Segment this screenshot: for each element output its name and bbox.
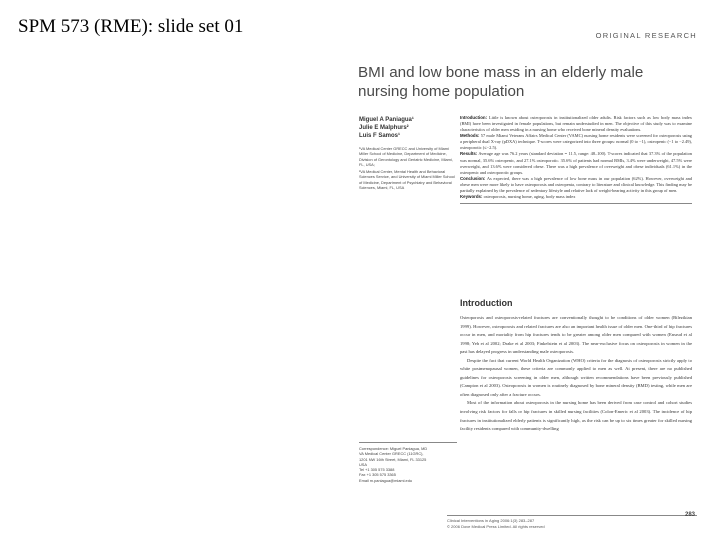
correspondence-line: VA Medical Center GRECC (11GRC), bbox=[359, 451, 424, 457]
abstract-results bbox=[460, 151, 692, 175]
abstract-text: 57 male Miami Veterans Affairs Medical Center (VAMC) nursing home residents were screened for osteoporosis using a peripheral dual X-ray (pDXA) technique. T-scores were categorized into three groups: normal (0 to −1), osteopenic (−1 to −2.49), osteoporotic (≤−2.5). bbox=[460, 133, 692, 151]
page-footer bbox=[447, 515, 697, 530]
author-list bbox=[359, 116, 457, 140]
slide-title: SPM 573 (RME): slide set 01 bbox=[18, 16, 244, 37]
abstract-text: osteoporosis, nursing home, aging, body mass index bbox=[483, 194, 576, 200]
abstract-keywords bbox=[460, 194, 692, 200]
abstract-label: Methods: bbox=[460, 133, 480, 139]
paper-title: BMI and low bone mass in an elderly male nursing home population bbox=[358, 64, 644, 100]
abstract bbox=[460, 115, 692, 204]
abstract-text: Average age was 76.2 years (standard deviation = 11.5, range: 48–100). T-scores indicated that 37.3% of the population was normal, 35.6% osteopenic, and 27.1% osteoporotic. 35.6% of patients had normal BMIs, 3.4% were underweight, 47.5% were overweight, and 13.6% were considered obese. There was a high prevalence of overweight and obese individuals (61.1%) in the osteopenic and osteoporotic groups. bbox=[460, 151, 693, 175]
body-paragraph: Most of the information about osteoporosis in the nursing home has been derived from case control and cohort studies involving risk factors for falls or hip fractures in skilled nursing facilities (Colon-Emeric et al 2003). The incidence of hip fractures in institutionalized elderly patients is significantly high, as the risk can be up to six times greater for skilled nursing facility residents compared with community-dwelling bbox=[460, 400, 692, 432]
page-number: 283 bbox=[684, 512, 695, 518]
copyright-line: © 2006 Dove Medical Press Limited. All rights reserved bbox=[447, 524, 545, 529]
introduction-body bbox=[460, 314, 692, 434]
author-name: Luis F Samos¹ bbox=[359, 133, 401, 139]
correspondence-line: 1201 NW 16th Street, Miami, FL 33125 bbox=[359, 456, 427, 462]
correspondence-line: Email m.paniagua@miami.edu bbox=[359, 477, 413, 483]
paper-page bbox=[335, 28, 707, 533]
abstract-text: As expected, there was a high prevalence of low bone mass in our population (62%). However, overweight and obese men were more likely to have osteoporosis and osteopenia, contrary to literature and clinical knowledge. This finding may be partially explained by the prevalence of sedentary lifestyle and relative lack of weight-bearing activity in this group of men. bbox=[460, 175, 693, 193]
author-name: Julie E Malphurs² bbox=[359, 125, 409, 131]
abstract-label: Introduction: bbox=[460, 115, 488, 120]
abstract-label: Results: bbox=[460, 151, 478, 157]
correspondence-line: USA bbox=[359, 461, 367, 467]
body-paragraph: Osteoporosis and osteoporosis-related fractures are conventionally thought to be conditions of older women (Bilezikian 1999). However, osteoporosis and related fractures are also an important health issue of older men. One-third of hip fractures occur in men, and mortality from hip fractures tends to be greater among older men compared with women (Ensrud et al 1998; Yeh et al 2002; Drake et al 2003; Finkelstein et al 2003). The near-exclusive focus on osteoporosis in women in the past has delayed progress in understanding male osteoporosis. bbox=[460, 315, 692, 355]
abstract-introduction bbox=[460, 115, 692, 133]
author-name: Miguel A Paniagua¹ bbox=[359, 117, 414, 123]
author-column bbox=[359, 116, 457, 192]
abstract-methods bbox=[460, 133, 692, 151]
journal-citation: Clinical Interventions in Aging 2006:1(3) 283–287 bbox=[447, 518, 535, 523]
section-label: ORIGINAL RESEARCH bbox=[595, 31, 697, 40]
correspondence-line: Tel +1 305 575 3388 bbox=[359, 467, 395, 473]
affiliation: ¹VA Medical Center GRECC and University of Miami Miller School of Medicine, Department of Medicine, Division of Gerontology and Geriatric Medicine, Miami, FL, USA; bbox=[359, 146, 453, 167]
correspondence-line: Fax +1 305 575 3365 bbox=[359, 472, 396, 478]
correspondence-line: Correspondence: Miguel Paniagua, MD bbox=[359, 446, 428, 451]
body-paragraph: Despite the fact that current World Health Organization (WHO) criteria for the diagnosis of osteoporosis strictly apply to white postmenopausal women, these criteria are commonly applied to men as well. At present, there are no published guidelines for osteoporosis screening in older men, although written recommendations have been previously published (Campion et al 2003). Osteoporosis in women is routinely diagnosed by bone mineral density (BMD) testing, while men are often diagnosed only after a fracture occurs. bbox=[460, 357, 692, 397]
abstract-label: Keywords: bbox=[460, 194, 483, 200]
correspondence-block bbox=[359, 442, 457, 483]
introduction-heading: Introduction bbox=[460, 298, 513, 308]
abstract-text: Little is known about osteoporosis in institutionalized older adults. Risk factors such as low body mass index (BMI) have been investigated in female populations, but remain understudied in men. The objective of this study was to examine characteristics of older men residing in a nursing home who received bone mineral density evaluations. bbox=[460, 115, 692, 133]
abstract-conclusion bbox=[460, 176, 692, 194]
abstract-label: Conclusion: bbox=[460, 175, 486, 181]
affiliations bbox=[359, 146, 457, 190]
affiliation: ²VA Medical Center, Mental Health and Behavioral Sciences Service, and University of Miami Miller School of Medicine, Department of Psychiatry and Behavioral Sciences, Miami, FL, USA bbox=[359, 169, 455, 191]
